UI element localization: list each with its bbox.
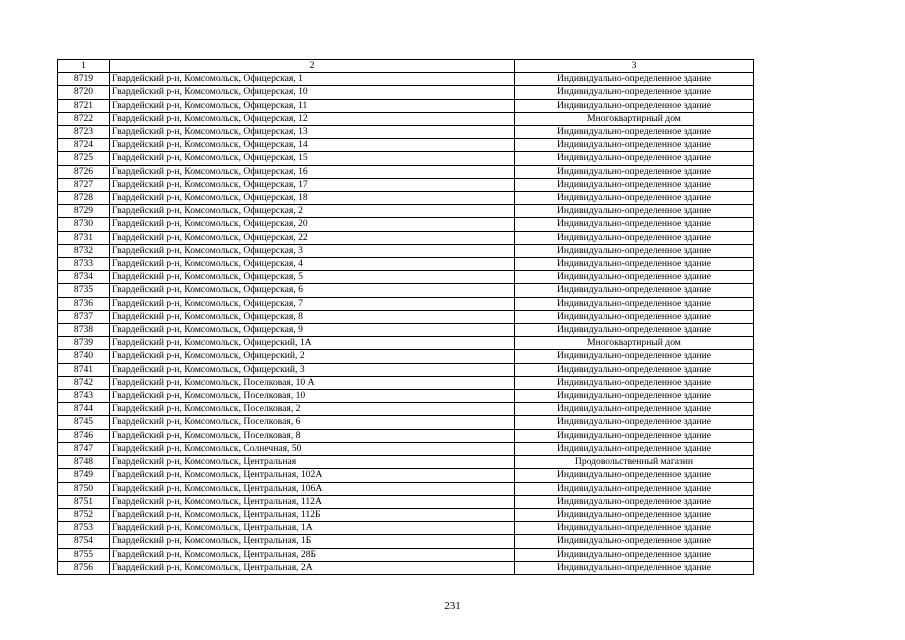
table-row [58, 324, 754, 337]
address-cell: Гвардейский р-н, Комсомольск, Офицерская, 13 [110, 126, 515, 139]
object-type-cell: Индивидуально-определенное здание [515, 442, 754, 455]
object-type-cell: Индивидуально-определенное здание [515, 99, 754, 112]
address-cell: Гвардейский р-н, Комсомольск, Центральная [110, 456, 515, 469]
table-row [58, 297, 754, 310]
object-type-cell: Индивидуально-определенное здание [515, 482, 754, 495]
object-type-cell: Многоквартирный дом [515, 337, 754, 350]
table-row [58, 456, 754, 469]
row-number-cell: 8737 [58, 310, 110, 323]
row-number-cell: 8748 [58, 456, 110, 469]
address-cell: Гвардейский р-н, Комсомольск, Солнечная, 50 [110, 442, 515, 455]
address-cell: Гвардейский р-н, Комсомольск, Поселковая, 2 [110, 403, 515, 416]
row-number-cell: 8754 [58, 535, 110, 548]
address-cell: Гвардейский р-н, Комсомольск, Офицерская, 10 [110, 86, 515, 99]
table-row [58, 73, 754, 86]
object-type-cell: Многоквартирный дом [515, 112, 754, 125]
table-row [58, 271, 754, 284]
object-type-cell: Индивидуально-определенное здание [515, 429, 754, 442]
row-number-cell: 8750 [58, 482, 110, 495]
header-cell-2: 2 [110, 60, 515, 73]
row-number-cell: 8735 [58, 284, 110, 297]
address-cell: Гвардейский р-н, Комсомольск, Поселковая, 6 [110, 416, 515, 429]
object-type-cell: Индивидуально-определенное здание [515, 218, 754, 231]
object-type-cell: Индивидуально-определенное здание [515, 205, 754, 218]
row-number-cell: 8726 [58, 165, 110, 178]
table-row [58, 244, 754, 257]
table-row [58, 522, 754, 535]
object-type-cell: Индивидуально-определенное здание [515, 535, 754, 548]
registry-table [57, 59, 754, 575]
object-type-cell: Индивидуально-определенное здание [515, 376, 754, 389]
row-number-cell: 8755 [58, 548, 110, 561]
row-number-cell: 8756 [58, 561, 110, 574]
object-type-cell: Индивидуально-определенное здание [515, 297, 754, 310]
table-row [58, 535, 754, 548]
table-row [58, 99, 754, 112]
table-row [58, 363, 754, 376]
row-number-cell: 8745 [58, 416, 110, 429]
table-row [58, 469, 754, 482]
table-row [58, 403, 754, 416]
address-cell: Гвардейский р-н, Комсомольск, Офицерская, 2 [110, 205, 515, 218]
row-number-cell: 8744 [58, 403, 110, 416]
object-type-cell: Индивидуально-определенное здание [515, 231, 754, 244]
object-type-cell: Индивидуально-определенное здание [515, 152, 754, 165]
address-cell: Гвардейский р-н, Комсомольск, Офицерский, 1А [110, 337, 515, 350]
row-number-cell: 8752 [58, 508, 110, 521]
table-row [58, 231, 754, 244]
object-type-cell: Индивидуально-определенное здание [515, 324, 754, 337]
row-number-cell: 8728 [58, 192, 110, 205]
address-cell: Гвардейский р-н, Комсомольск, Центральная, 112Б [110, 508, 515, 521]
address-cell: Гвардейский р-н, Комсомольск, Офицерская, 6 [110, 284, 515, 297]
table-row [58, 152, 754, 165]
address-cell: Гвардейский р-н, Комсомольск, Центральная, 1Б [110, 535, 515, 548]
header-cell-1: 1 [58, 60, 110, 73]
row-number-cell: 8741 [58, 363, 110, 376]
address-cell: Гвардейский р-н, Комсомольск, Офицерская, 8 [110, 310, 515, 323]
object-type-cell: Индивидуально-определенное здание [515, 192, 754, 205]
object-type-cell: Индивидуально-определенное здание [515, 126, 754, 139]
registry-table-body [58, 60, 754, 575]
row-number-cell: 8721 [58, 99, 110, 112]
row-number-cell: 8739 [58, 337, 110, 350]
address-cell: Гвардейский р-н, Комсомольск, Поселковая, 8 [110, 429, 515, 442]
object-type-cell: Индивидуально-определенное здание [515, 469, 754, 482]
address-cell: Гвардейский р-н, Комсомольск, Центральная, 2А [110, 561, 515, 574]
row-number-cell: 8740 [58, 350, 110, 363]
table-row [58, 548, 754, 561]
object-type-cell: Индивидуально-определенное здание [515, 139, 754, 152]
row-number-cell: 8722 [58, 112, 110, 125]
address-cell: Гвардейский р-н, Комсомольск, Офицерская, 5 [110, 271, 515, 284]
object-type-cell: Продовольственный магазин [515, 456, 754, 469]
address-cell: Гвардейский р-н, Комсомольск, Центральная, 106А [110, 482, 515, 495]
object-type-cell: Индивидуально-определенное здание [515, 522, 754, 535]
address-cell: Гвардейский р-н, Комсомольск, Офицерская, 18 [110, 192, 515, 205]
address-cell: Гвардейский р-н, Комсомольск, Офицерская, 20 [110, 218, 515, 231]
address-cell: Гвардейский р-н, Комсомольск, Поселковая, 10 А [110, 376, 515, 389]
page-number: 231 [444, 600, 461, 612]
row-number-cell: 8720 [58, 86, 110, 99]
address-cell: Гвардейский р-н, Комсомольск, Офицерский, 3 [110, 363, 515, 376]
row-number-cell: 8725 [58, 152, 110, 165]
address-cell: Гвардейский р-н, Комсомольск, Поселковая, 10 [110, 390, 515, 403]
table-row [58, 126, 754, 139]
address-cell: Гвардейский р-н, Комсомольск, Офицерская, 12 [110, 112, 515, 125]
row-number-cell: 8729 [58, 205, 110, 218]
row-number-cell: 8730 [58, 218, 110, 231]
object-type-cell: Индивидуально-определенное здание [515, 350, 754, 363]
object-type-cell: Индивидуально-определенное здание [515, 178, 754, 191]
address-cell: Гвардейский р-н, Комсомольск, Офицерский, 2 [110, 350, 515, 363]
address-cell: Гвардейский р-н, Комсомольск, Офицерская, 17 [110, 178, 515, 191]
address-cell: Гвардейский р-н, Комсомольск, Центральная, 102А [110, 469, 515, 482]
table-row [58, 390, 754, 403]
table-row [58, 376, 754, 389]
address-cell: Гвардейский р-н, Комсомольск, Офицерская, 15 [110, 152, 515, 165]
table-row [58, 139, 754, 152]
object-type-cell: Индивидуально-определенное здание [515, 284, 754, 297]
row-number-cell: 8719 [58, 73, 110, 86]
row-number-cell: 8751 [58, 495, 110, 508]
row-number-cell: 8753 [58, 522, 110, 535]
address-cell: Гвардейский р-н, Комсомольск, Офицерская, 3 [110, 244, 515, 257]
row-number-cell: 8743 [58, 390, 110, 403]
object-type-cell: Индивидуально-определенное здание [515, 310, 754, 323]
table-row [58, 442, 754, 455]
address-cell: Гвардейский р-н, Комсомольск, Офицерская, 9 [110, 324, 515, 337]
table-row [58, 495, 754, 508]
row-number-cell: 8724 [58, 139, 110, 152]
row-number-cell: 8731 [58, 231, 110, 244]
object-type-cell: Индивидуально-определенное здание [515, 416, 754, 429]
object-type-cell: Индивидуально-определенное здание [515, 258, 754, 271]
address-cell: Гвардейский р-н, Комсомольск, Офицерская, 4 [110, 258, 515, 271]
table-header-row [58, 60, 754, 73]
address-cell: Гвардейский р-н, Комсомольск, Центральная, 28Б [110, 548, 515, 561]
address-cell: Гвардейский р-н, Комсомольск, Офицерская, 11 [110, 99, 515, 112]
table-row [58, 165, 754, 178]
table-row [58, 508, 754, 521]
address-cell: Гвардейский р-н, Комсомольск, Офицерская, 7 [110, 297, 515, 310]
object-type-cell: Индивидуально-определенное здание [515, 86, 754, 99]
object-type-cell: Индивидуально-определенное здание [515, 495, 754, 508]
object-type-cell: Индивидуально-определенное здание [515, 508, 754, 521]
address-cell: Гвардейский р-н, Комсомольск, Офицерская, 14 [110, 139, 515, 152]
object-type-cell: Индивидуально-определенное здание [515, 390, 754, 403]
object-type-cell: Индивидуально-определенное здание [515, 548, 754, 561]
table-row [58, 429, 754, 442]
row-number-cell: 8746 [58, 429, 110, 442]
table-row [58, 350, 754, 363]
address-cell: Гвардейский р-н, Комсомольск, Центральная, 112А [110, 495, 515, 508]
row-number-cell: 8749 [58, 469, 110, 482]
header-cell-3: 3 [515, 60, 754, 73]
table-row [58, 258, 754, 271]
row-number-cell: 8742 [58, 376, 110, 389]
table-row [58, 337, 754, 350]
row-number-cell: 8732 [58, 244, 110, 257]
table-row [58, 192, 754, 205]
row-number-cell: 8734 [58, 271, 110, 284]
object-type-cell: Индивидуально-определенное здание [515, 165, 754, 178]
row-number-cell: 8727 [58, 178, 110, 191]
address-cell: Гвардейский р-н, Комсомольск, Офицерская, 16 [110, 165, 515, 178]
object-type-cell: Индивидуально-определенное здание [515, 271, 754, 284]
address-cell: Гвардейский р-н, Комсомольск, Центральная, 1А [110, 522, 515, 535]
object-type-cell: Индивидуально-определенное здание [515, 363, 754, 376]
table-row [58, 416, 754, 429]
address-cell: Гвардейский р-н, Комсомольск, Офицерская, 22 [110, 231, 515, 244]
row-number-cell: 8723 [58, 126, 110, 139]
table-row [58, 482, 754, 495]
object-type-cell: Индивидуально-определенное здание [515, 244, 754, 257]
table-row [58, 310, 754, 323]
table-row [58, 205, 754, 218]
table-row [58, 218, 754, 231]
object-type-cell: Индивидуально-определенное здание [515, 561, 754, 574]
row-number-cell: 8736 [58, 297, 110, 310]
table-row [58, 112, 754, 125]
object-type-cell: Индивидуально-определенное здание [515, 73, 754, 86]
object-type-cell: Индивидуально-определенное здание [515, 403, 754, 416]
row-number-cell: 8747 [58, 442, 110, 455]
table-row [58, 178, 754, 191]
table-row [58, 561, 754, 574]
table-row [58, 86, 754, 99]
row-number-cell: 8733 [58, 258, 110, 271]
address-cell: Гвардейский р-н, Комсомольск, Офицерская, 1 [110, 73, 515, 86]
row-number-cell: 8738 [58, 324, 110, 337]
table-row [58, 284, 754, 297]
